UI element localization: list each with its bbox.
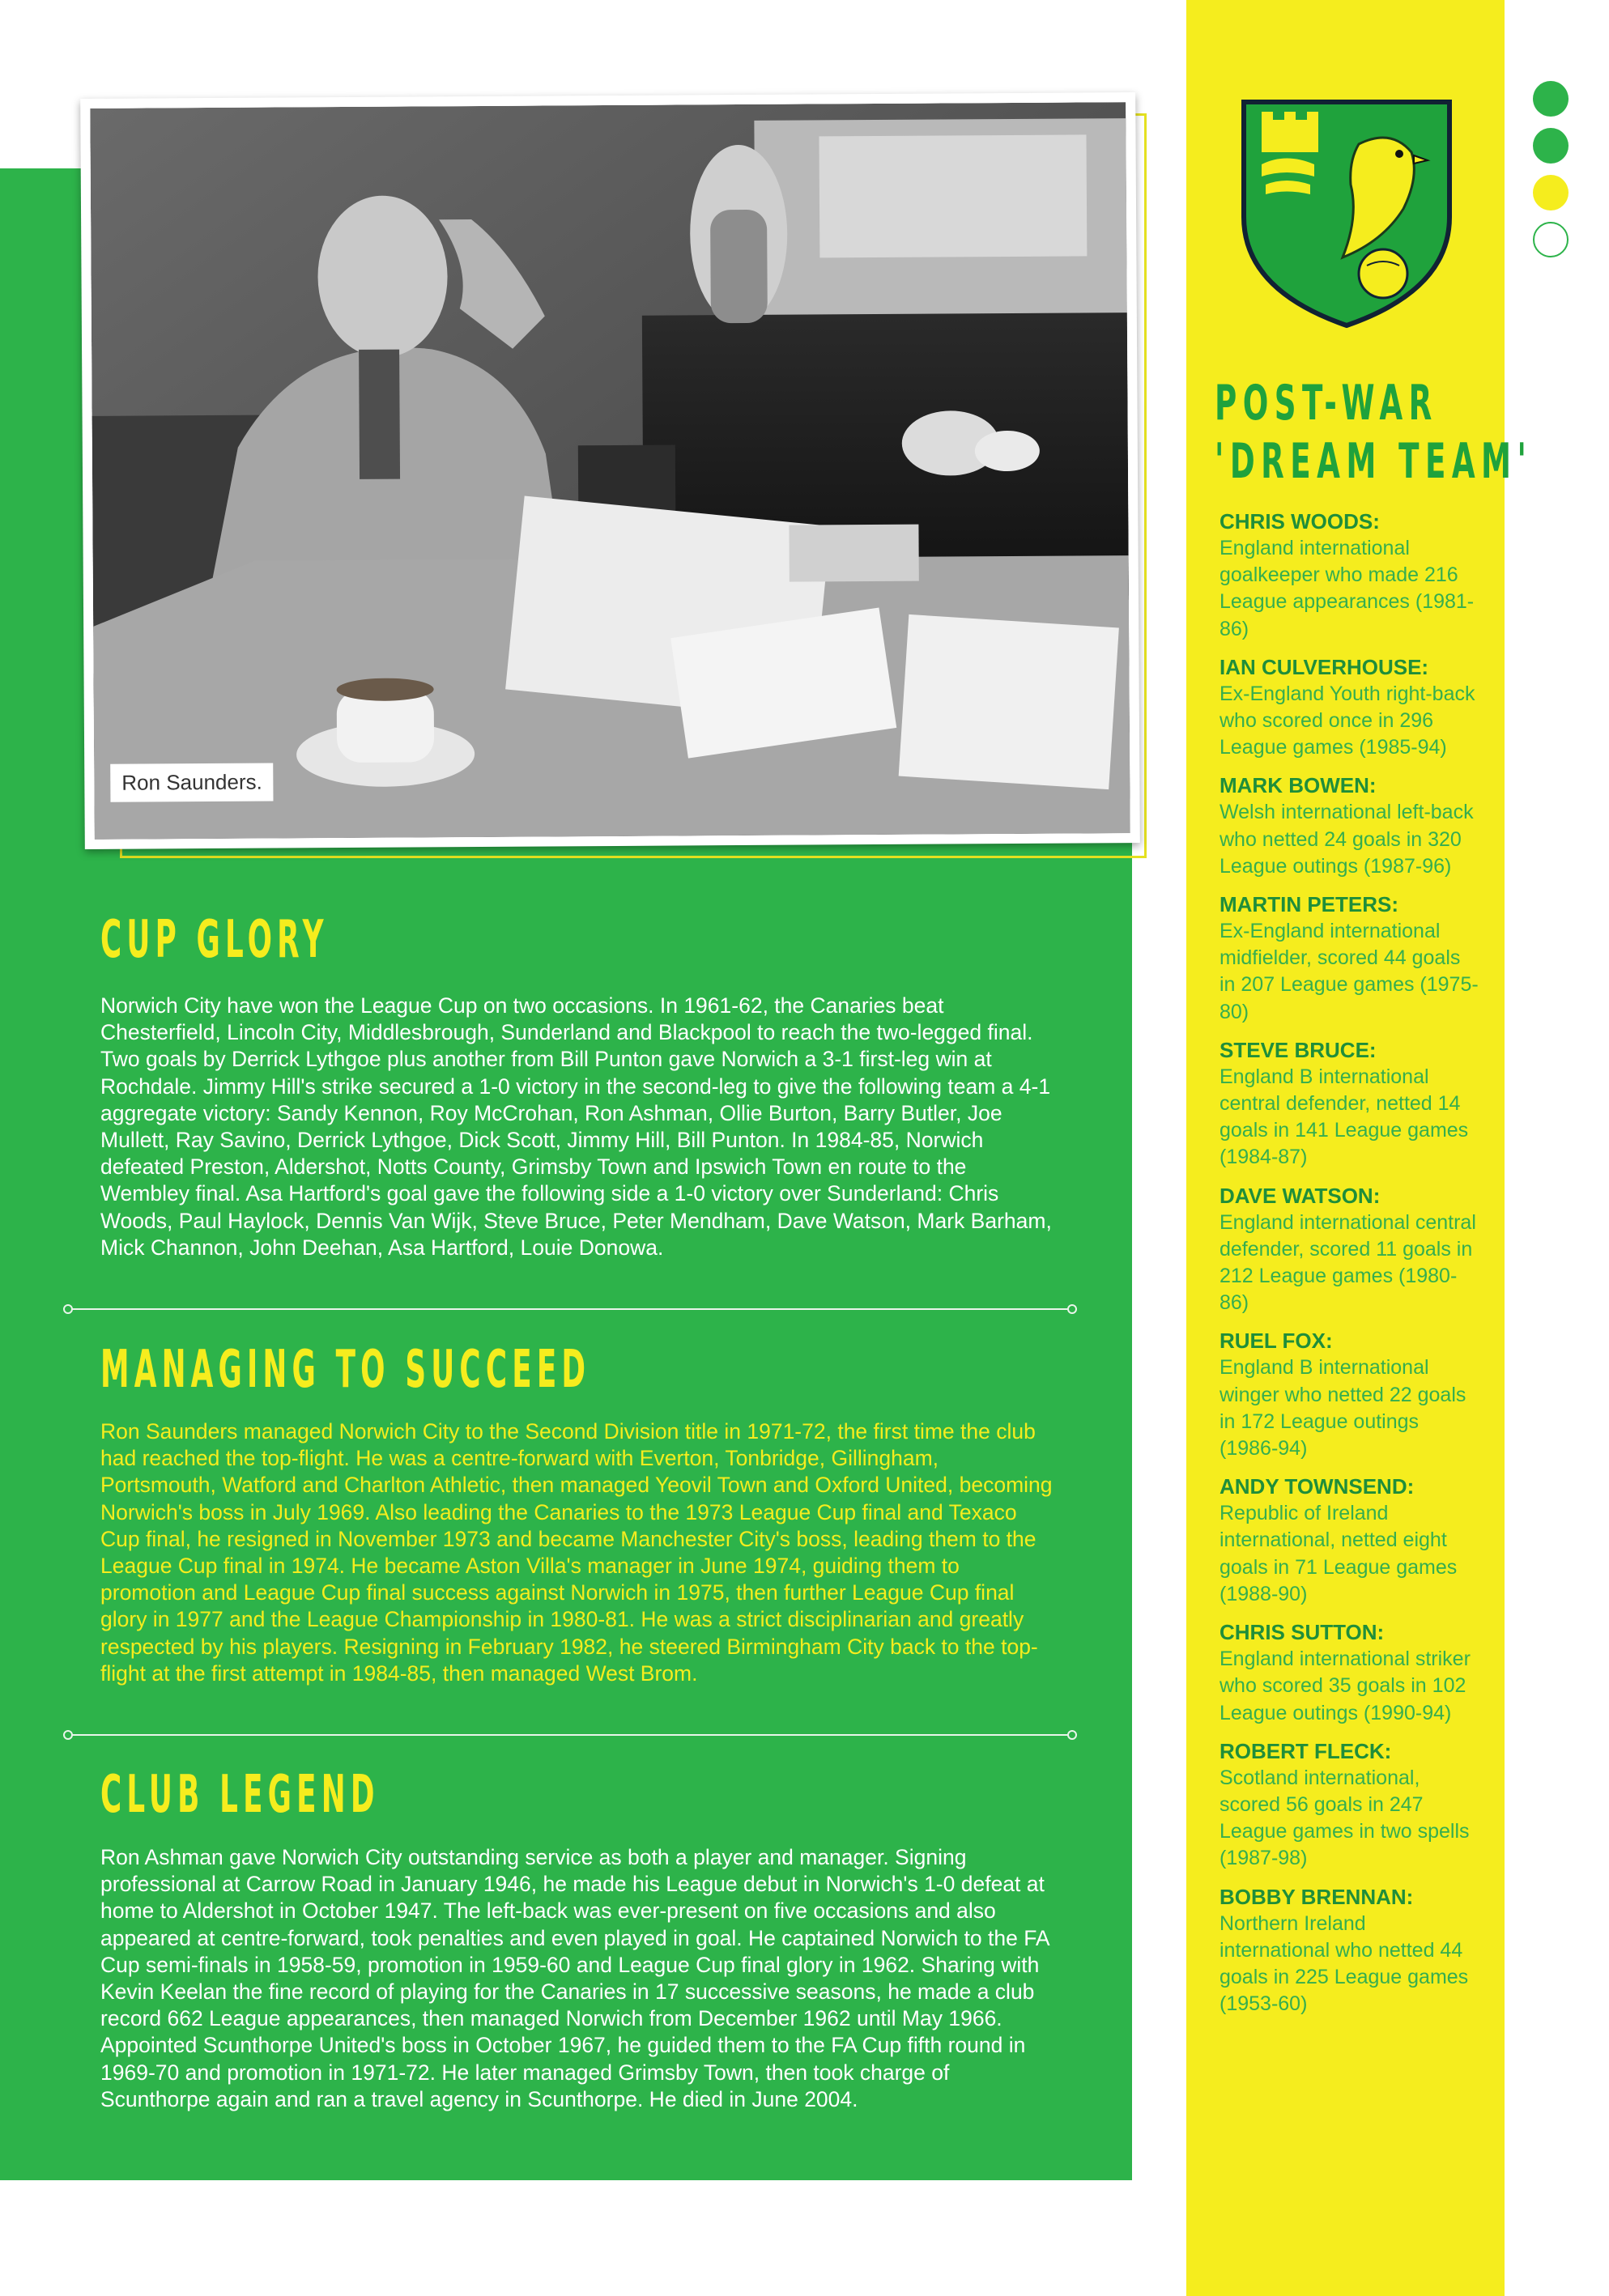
player-description: Northern Ireland international who netted 44 goals in 225 League games (1953-60) — [1220, 1911, 1469, 2016]
sidebar-title — [1215, 374, 1532, 491]
player-name: STEVE BRUCE: — [1220, 1037, 1377, 1062]
sidebar-title-line1: POST-WAR — [1215, 375, 1438, 432]
list-item — [1220, 1183, 1479, 1317]
list-item — [1220, 1619, 1479, 1727]
player-name: ROBERT FLECK: — [1220, 1738, 1392, 1763]
ron-saunders-photo — [90, 102, 1130, 840]
castle-icon — [1262, 112, 1318, 152]
player-description: Ex-England Youth right-back who scored once in 296 League games (1985-94) — [1220, 682, 1475, 759]
list-item — [1220, 1884, 1479, 2018]
progress-dot-icon — [1533, 222, 1569, 257]
bottom-margin — [0, 2180, 1186, 2296]
cup-glory-body: Norwich City have won the League Cup on two occasions. In 1961-62, the Canaries beat Chesterfield, Lincoln City, Middlesbrough, Sunderland and Blackpool to reach the two-legged final. Two goals by Derrick Lythgoe plus another from Bill Punton gave Norwich a 3-1 first-leg win at Rochdale. Jimmy Hill's strike secured a 1-0 victory in the second-leg to give the following team a 4-1 aggregate victory: Sandy Kennon, Roy McCrohan, Ron Ashman, Ollie Burton, Barry Butler, Joe Mullett, Ray Savino, Derrick Lythgoe, Dick Scott, Jimmy Hill, Bill Punton. In 1984-85, Norwich defeated Preston, Aldershot, Notts County, Grimsby Town and Ipswich Town en route to the Wembley final. Asa Hartford's goal gave the following side a 1-0 victory over Sunderland: Chris Woods, Paul Haylock, Dennis Van Wijk, Steve Bruce, Peter Mendham, Dave Watson, Mark Barham, Mick Channon, John Deehan, Asa Hartford, Louie Donowa. — [100, 993, 1052, 1260]
player-name: ANDY TOWNSEND: — [1220, 1474, 1415, 1499]
club-crest-icon — [1237, 96, 1456, 330]
progress-dot-icon — [1533, 175, 1569, 210]
cup-glory-title: CUP GLORY — [100, 910, 329, 970]
player-description: England international striker who scored 35 goals in 102 League outings (1990-94) — [1220, 1648, 1471, 1724]
club-legend-title: CLUB LEGEND — [100, 1765, 380, 1825]
player-name: IAN CULVERHOUSE: — [1220, 654, 1429, 679]
player-name: DAVE WATSON: — [1220, 1183, 1381, 1208]
list-item — [1220, 1473, 1479, 1608]
club-legend-body: Ron Ashman gave Norwich City outstanding service as both a player and manager. Signing professional at Carrow Road in January 1946, he made his League debut in Norwich's 1-0 defeat at home to Aldershot in October 1947. The left-back was ever-present on five occasions and also appeared at centre-forward, took penalties and even played in goal. He captained Norwich to the FA Cup semi-finals in 1958-59, promotion in 1959-60 and League Cup final glory in 1962. Sharing with Kevin Keelan the fine record of playing for the Canaries in 17 successive seasons, he made a club record 662 League appearances, then managed Norwich from December 1962 until May 1966. Appointed Scunthorpe United's boss in October 1967, he guided them to the FA Cup fifth round in 1969-70 and promotion in 1971-72. He later managed Grimsby Town, then took charge of Scunthorpe again and ran a travel agency in Scunthorpe. He died in June 2004. — [100, 1845, 1049, 2111]
managing-to-succeed-title: MANAGING TO SUCCEED — [100, 1340, 591, 1400]
list-item — [1220, 891, 1479, 1026]
player-name: RUEL FOX: — [1220, 1329, 1333, 1354]
player-description: Scotland international, scored 56 goals in 247 League games in two spells (1987-98) — [1220, 1766, 1470, 1870]
section-divider — [71, 1734, 1069, 1736]
player-name: MARTIN PETERS: — [1220, 892, 1398, 917]
list-item — [1220, 1037, 1479, 1171]
list-item — [1220, 654, 1479, 762]
player-description: Republic of Ireland international, netted eight goals in 71 League games (1988-90) — [1220, 1502, 1458, 1605]
football-icon — [1359, 249, 1407, 298]
progress-dot-icon — [1533, 128, 1569, 164]
photo — [90, 102, 1130, 840]
player-description: England international central defender, scored 11 goals in 212 League games (1980-86) — [1220, 1210, 1476, 1315]
list-item — [1220, 1328, 1479, 1462]
progress-dots — [1533, 81, 1575, 269]
player-description: Welsh international left-back who netted 24 goals in 320 League outings (1987-96) — [1220, 801, 1474, 878]
player-name: BOBBY BRENNAN: — [1220, 1884, 1414, 1909]
player-description: England B international central defender, netted 14 goals in 141 League games (1984-87) — [1220, 1065, 1469, 1169]
dream-team-list — [1220, 508, 1479, 2029]
managing-to-succeed-body: Ron Saunders managed Norwich City to the Second Division title in 1971-72, the first time the club had reached the top-flight. He was a centre-forward with Everton, Tonbridge, Gillingham, Portsmouth, Watford and Charlton Athletic, then managed Yeovil Town and Oxford United, becoming Norwich's boss in July 1969. Also leading the Canaries to the 1973 League Cup final and Texaco Cup final, he resigned in November 1973 and became Manchester City's boss, leading them to the League Cup final in 1974. He became Aston Villa's manager in June 1974, guiding them to promotion and League Cup final success against Norwich in 1975, then further League Cup final glory in 1977 and the League Championship in 1980-81. He was a strict disciplinarian and greatly respected by his players. Resigning in February 1982, he steered Birmingham City back to the top-flight at the first attempt in 1984-85, then managed West Brom. — [100, 1419, 1053, 1686]
list-item — [1220, 508, 1479, 643]
player-description: England B international winger who netted 22 goals in 172 League outings (1986-94) — [1220, 1356, 1466, 1461]
section-divider — [71, 1308, 1069, 1310]
list-item — [1220, 772, 1479, 880]
sidebar-title-line2: 'DREAM TEAM' — [1215, 433, 1533, 490]
player-description: England international goalkeeper who made 216 League appearances (1981-86) — [1220, 537, 1475, 640]
player-name: MARK BOWEN: — [1220, 773, 1377, 798]
player-name: CHRIS WOODS: — [1220, 509, 1380, 534]
photo-frame — [80, 92, 1140, 849]
list-item — [1220, 1738, 1479, 1873]
player-name: CHRIS SUTTON: — [1220, 1620, 1385, 1645]
player-description: Ex-England international midfielder, scored 44 goals in 207 League games (1975-80) — [1220, 920, 1479, 1023]
photo-caption: Ron Saunders. — [110, 763, 274, 802]
progress-dot-icon — [1533, 81, 1569, 117]
